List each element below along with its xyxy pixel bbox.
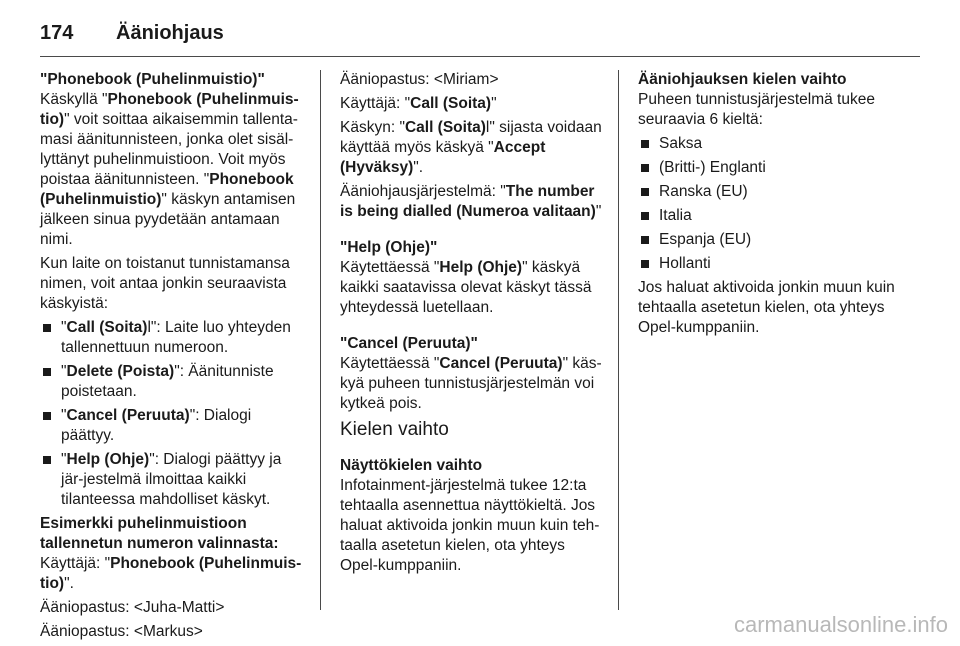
bullet-icon [641, 236, 649, 244]
example-prompt-line: Ääniopastus: <Markus> [40, 623, 203, 640]
command-paragraph: Käskyn: "Call (Soita)l" sijasta voidaan käyttää myös käskyä "Accept (Hyväksy)". [340, 119, 602, 176]
example-prompt-line: Ääniopastus: <Juha-Matti> [40, 599, 225, 616]
bullet-icon [43, 412, 51, 420]
help-paragraph: Käytettäessä "Help (Ohje)" käskyä kaikki saatavissa olevat käskyt tässä yhteydessä luetellaan. [340, 259, 592, 316]
column-divider-2 [618, 70, 619, 610]
bullet-icon [43, 368, 51, 376]
command-list [40, 318, 306, 510]
list-item [638, 182, 902, 202]
example-user-line: Käyttäjä: "Call (Soita)" [340, 95, 497, 112]
voice-language-heading: Ääniohjauksen kielen vaihto [638, 71, 847, 88]
page-number: 174 [40, 22, 74, 44]
list-item-text: "Help (Ohje)": Dialogi päättyy ja jär-jestelmä ilmoittaa kaikki tilanteessa mahdolliset käskyt. [61, 451, 282, 508]
bullet-icon [641, 140, 649, 148]
language-name: Italia [659, 207, 692, 224]
display-language-heading: Näyttökielen vaihto [340, 457, 483, 474]
phonebook-paragraph: Käskyllä "Phonebook (Puhelinmuis-tio)" voit soittaa aikaisemmin tallenta-masi äänitunnisteen, jonka olet sisäl-lyttänyt puhelinmuistioon. Voit myös poistaa äänitunnisteen. "Phonebook (Puhelinmuistio)" käskyn antamisen jälkeen sinua pyydetään antamaan nimi. [40, 91, 299, 248]
column-3 [638, 70, 902, 342]
list-item [40, 318, 306, 358]
section-title: Kielen vaihto [340, 419, 449, 440]
display-language-paragraph: Infotainment-järjestelmä tukee 12:ta tehtaalla asennettua näyttökieltä. Jos haluat aktivoida jonkin muun kuin teh-taalla asetetun kielen, ota yhteys Opel-kumppaniin. [340, 477, 600, 574]
list-item-text: "Call (Soita)l": Laite luo yhteyden tallennettuun numeroon. [61, 319, 291, 356]
cancel-heading: "Cancel (Peruuta)" [340, 335, 478, 352]
list-item-text: "Delete (Poista)": Äänitunniste poistetaan. [61, 363, 274, 400]
cancel-paragraph: Käytettäessä "Cancel (Peruuta)" käs-kyä puheen tunnistusjärjestelmän voi kytkeä pois. [340, 355, 602, 412]
list-item [40, 362, 306, 402]
column-1 [40, 70, 306, 646]
bullet-icon [43, 456, 51, 464]
voice-language-intro: Puheen tunnistusjärjestelmä tukee seuraavia 6 kieltä: [638, 91, 875, 128]
language-name: Ranska (EU) [659, 183, 748, 200]
example-prompt-line: Ääniopastus: <Miriam> [340, 71, 499, 88]
column-2 [340, 70, 604, 580]
list-item [638, 230, 902, 250]
list-item [638, 134, 902, 154]
watermark: carmanualsonline.info [733, 612, 948, 637]
list-item-text: "Cancel (Peruuta)": Dialogi päättyy. [61, 407, 252, 444]
outro-paragraph: Jos haluat aktivoida jonkin muun kuin tehtaalla asetetun kielen, ota yhteys Opel-kumppaniin. [638, 279, 895, 336]
system-response-paragraph: Ääniohjausjärjestelmä: "The number is being dialled (Numeroa valitaan)" [340, 183, 602, 220]
language-name: Hollanti [659, 255, 711, 272]
example-heading: Esimerkki puhelinmuistioon tallennetun numeron valinnasta: [40, 515, 279, 552]
bullet-icon [641, 212, 649, 220]
column-divider-1 [320, 70, 321, 610]
list-item [40, 450, 306, 510]
example-user-line: Käyttäjä: "Phonebook (Puhelinmuis-tio)". [40, 555, 302, 592]
language-name: Saksa [659, 135, 703, 152]
bullet-icon [641, 164, 649, 172]
language-list [638, 134, 902, 274]
list-item [40, 406, 306, 446]
list-item [638, 254, 902, 274]
list-item [638, 158, 902, 178]
bullet-icon [641, 188, 649, 196]
phonebook-heading: "Phonebook (Puhelinmuistio)" [40, 71, 265, 88]
help-heading: "Help (Ohje)" [340, 239, 438, 256]
bullet-icon [43, 324, 51, 332]
intro-paragraph: Kun laite on toistanut tunnistamansa nimen, voit antaa jonkin seuraavista käskyistä: [40, 255, 290, 312]
language-name: (Britti-) Englanti [659, 159, 766, 176]
page-header [40, 16, 920, 57]
list-item [638, 206, 902, 226]
page-title: Ääniohjaus [116, 22, 224, 44]
bullet-icon [641, 260, 649, 268]
language-name: Espanja (EU) [659, 231, 752, 248]
